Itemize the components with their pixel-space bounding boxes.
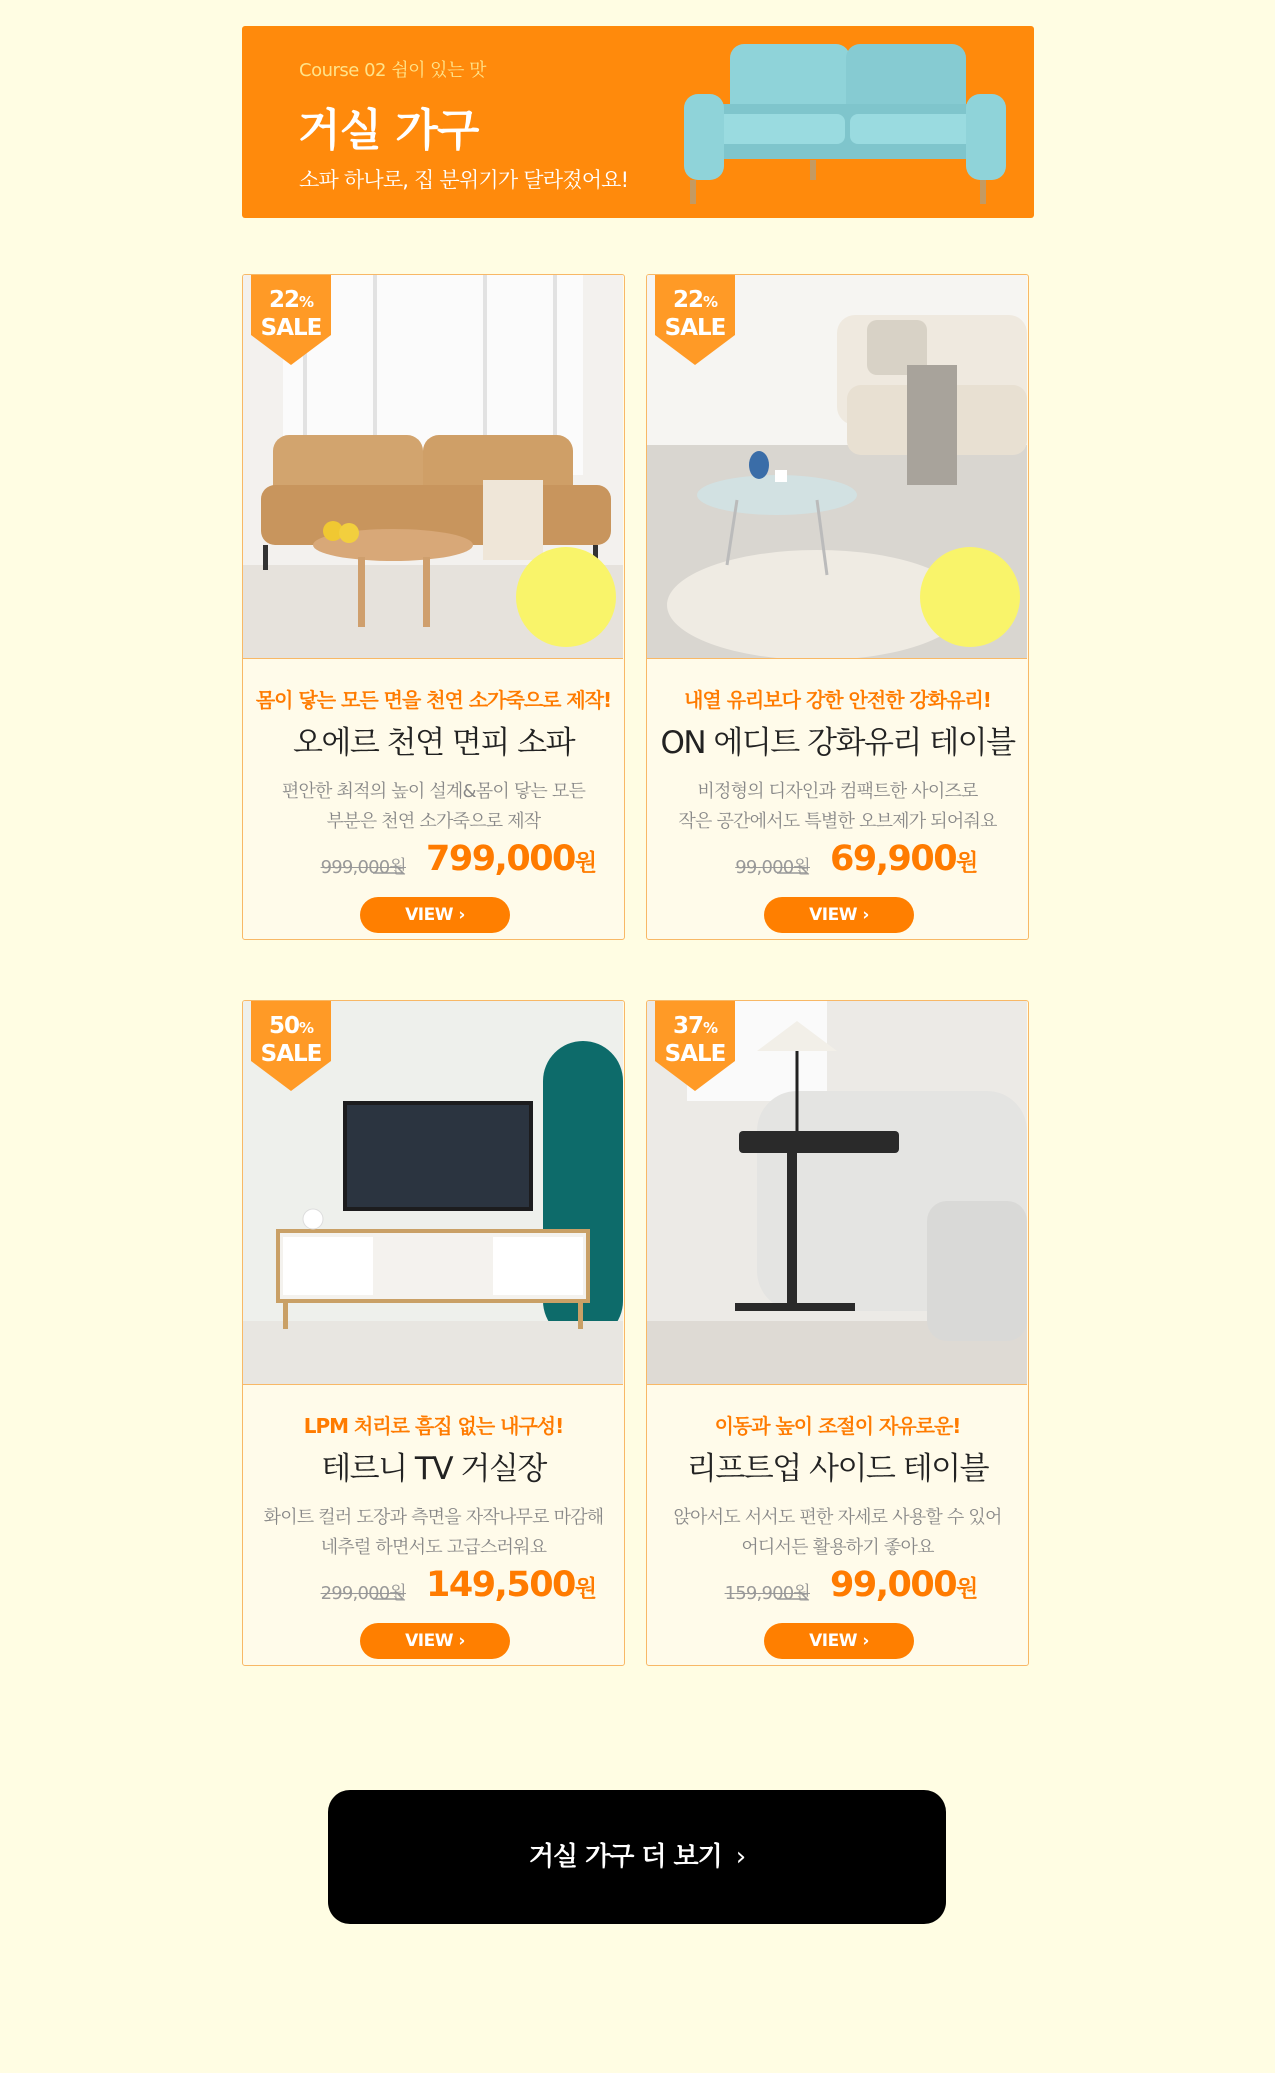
product-name[interactable]: ON 에디트 강화유리 테이블 [660,725,1015,761]
sale-badge: 50% SALE [247,1001,335,1093]
more-button-label: 거실 가구 더 보기 [528,1842,722,1872]
banner-title: 거실 가구 [298,105,479,156]
product-name[interactable]: 리프트업 사이드 테이블 [686,1451,989,1487]
product-tagline: 내열 유리보다 강한 안전한 강화유리! [684,688,991,712]
sale-label: SALE [664,1041,726,1067]
sale-price: 99,000원 [830,1565,977,1605]
view-button[interactable]: VIEW › [764,1623,914,1659]
product-tagline: LPM 처리로 흠집 없는 내구성! [303,1414,564,1438]
banner-course-label: Course 02 쉼이 있는 맛 [299,60,487,81]
price-row [243,839,624,879]
discount-percent: 22 [268,287,299,313]
product-description: 화이트 컬러 도장과 측면을 자작나무로 마감해 네추럴 하면서도 고급스러워요 [263,1507,604,1558]
sale-price: 69,900원 [830,839,977,879]
sale-label: SALE [260,1041,322,1067]
discount-percent: 22 [672,287,703,313]
original-price: 999,000원 [320,857,406,878]
view-button[interactable]: VIEW › [360,897,510,933]
product-description: 앉아서도 서서도 편한 자세로 사용할 수 있어 어디서든 활용하기 좋아요 [673,1507,1002,1558]
discount-percent: 50 [268,1013,299,1039]
price-row [647,839,1028,879]
product-name[interactable]: 오에르 천연 면피 소파 [292,725,575,761]
product-tagline: 이동과 높이 조절이 자유로운! [714,1414,961,1438]
sofa-illustration [670,34,1010,214]
product-card-glass-table[interactable] [646,274,1029,940]
category-banner [242,26,1034,218]
sale-label: SALE [664,315,726,341]
price-arrow-icon [777,863,817,875]
highlight-dot [516,547,616,647]
more-living-room-button[interactable] [328,1790,946,1924]
product-card-tv-stand[interactable] [242,1000,625,1666]
view-button[interactable]: VIEW › [764,897,914,933]
product-card-sofa[interactable] [242,274,625,940]
price-row [243,1565,624,1605]
chevron-right-icon: › [735,1842,746,1872]
original-price: 99,000원 [735,857,810,878]
view-button[interactable]: VIEW › [360,1623,510,1659]
highlight-dot [920,547,1020,647]
original-price: 159,900원 [724,1583,810,1604]
product-description: 비정형의 디자인과 컴팩트한 사이즈로 작은 공간에서도 특별한 오브제가 되어줘요 [678,781,997,832]
product-tagline: 몸이 닿는 모든 면을 천연 소가죽으로 제작! [255,688,612,712]
product-description: 편안한 최적의 높이 설계&몸이 닿는 모든 부분은 천연 소가죽으로 제작 [281,781,586,832]
sale-price: 799,000원 [426,839,596,879]
discount-percent: 37 [672,1013,703,1039]
sale-badge: 22% SALE [247,275,335,367]
price-arrow-icon [777,1589,817,1601]
price-row [647,1565,1028,1605]
price-arrow-icon [373,863,413,875]
product-card-side-table[interactable] [646,1000,1029,1666]
banner-subtitle: 소파 하나로, 집 분위기가 달라졌어요! [299,168,629,192]
sale-label: SALE [260,315,322,341]
sale-price: 149,500원 [426,1565,596,1605]
product-name[interactable]: 테르니 TV 거실장 [321,1451,546,1487]
original-price: 299,000원 [320,1583,406,1604]
sale-badge: 37% SALE [651,1001,739,1093]
sale-badge: 22% SALE [651,275,739,367]
price-arrow-icon [373,1589,413,1601]
